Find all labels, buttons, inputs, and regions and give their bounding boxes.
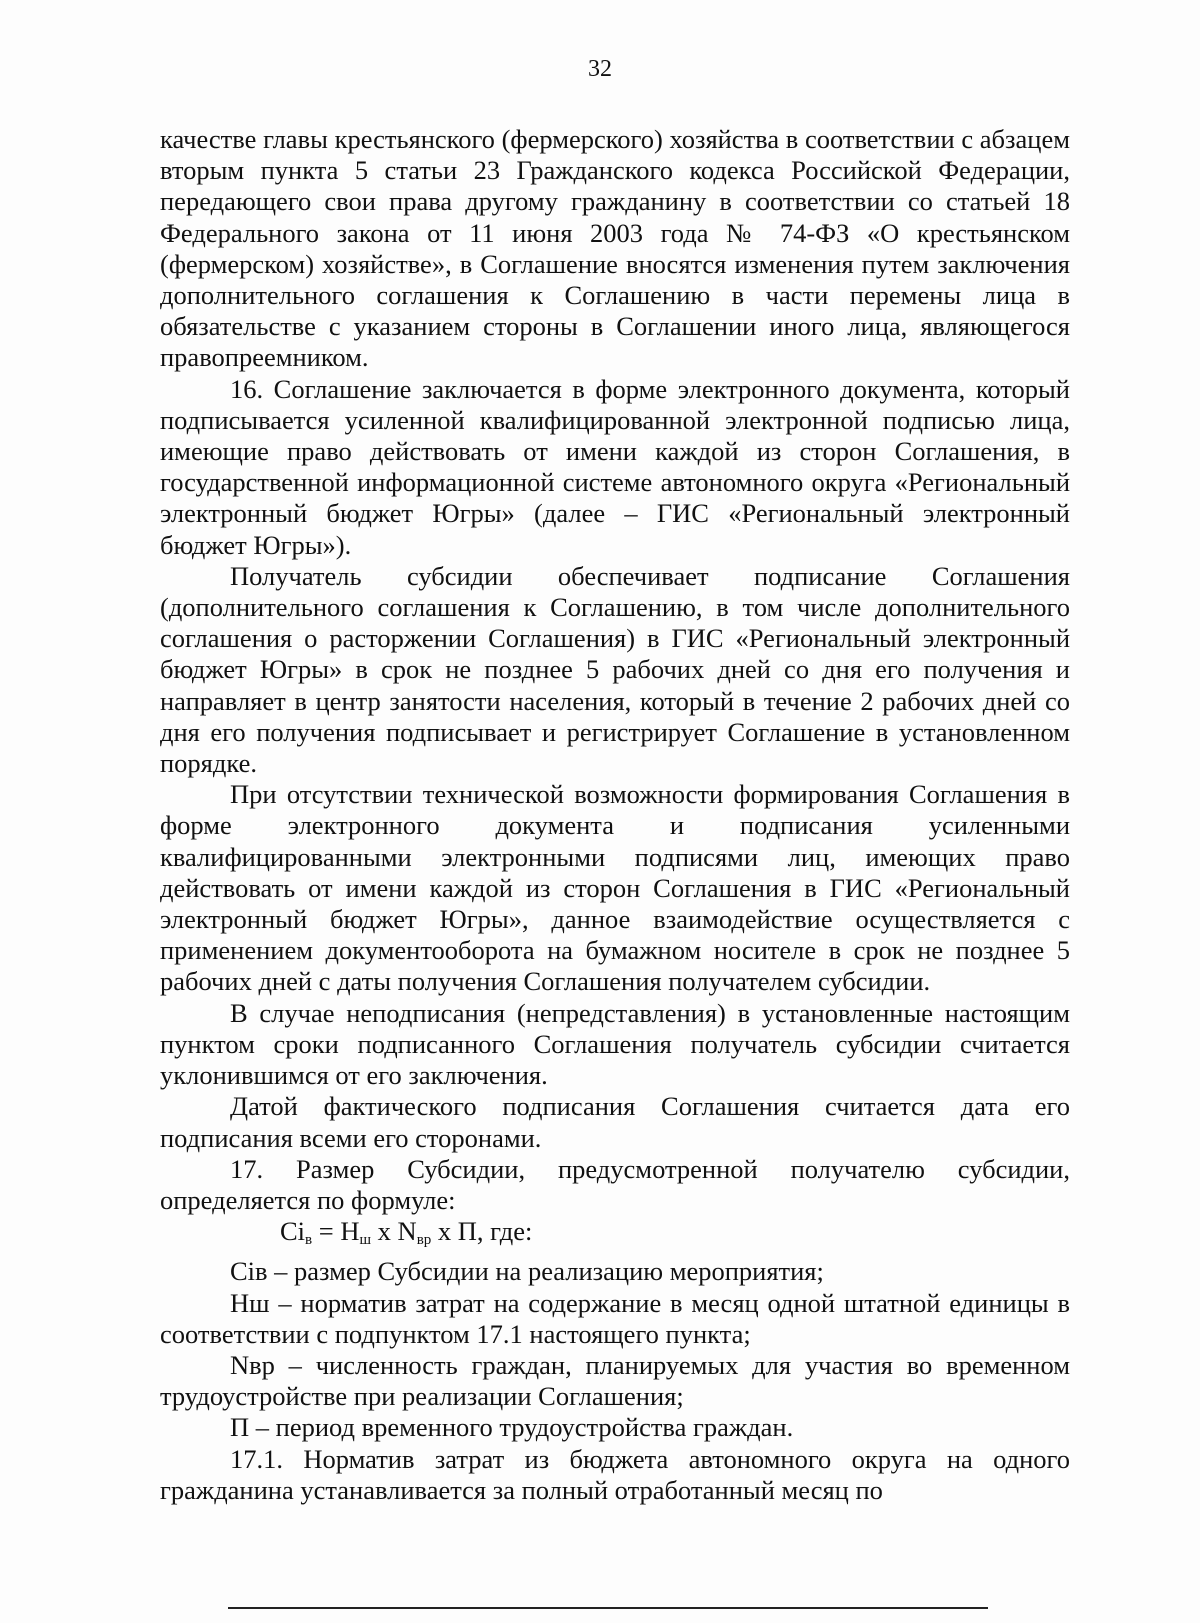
paragraph-continuation: качестве главы крестьянского (фермерского) хозяйства в соответствии с абзацем вторым пункта 5 статьи 23 Гражданского кодекса Российской Федерации, передающего свои права другому гражданину в соответствии со статьей 18 Федерального закона от 11 июня 2003 года № 74-ФЗ «О крестьянском (фермерском) хозяйстве», в Соглашение вносятся изменения путем заключения дополнительного соглашения к Соглашению в части перемены лица в обязательстве с указанием стороны в Соглашении иного лица, являющегося правопреемником. [160, 124, 1070, 373]
formula-p: П [457, 1216, 477, 1247]
definition-nvr: Nвр – численность граждан, планируемых для участия во временном трудоустройстве при реализации Соглашения; [160, 1349, 1070, 1412]
paragraph-item-16: 16. Соглашение заключается в форме электронного документа, который подписывается усиленной квалифицированной электронной подписью лица, имеющие право действовать от имени каждой из сторон Соглашения, в государственной информационной системе автономного округа «Региональный электронный бюджет Югры» (далее – ГИС «Региональный электронный бюджет Югры»). [160, 373, 1070, 560]
formula-n-sub: вр [416, 1232, 432, 1249]
definition-period: П – период временного трудоустройства граждан. [230, 1412, 794, 1443]
paragraph-paper-workflow: При отсутствии технической возможности формирования Соглашения в форме электронного документа и подписания усиленными квалифицированными электронными подписями лиц, имеющих право действовать от имени каждой из сторон Соглашения в ГИС «Региональный электронный бюджет Югры», данное взаимодействие осуществляется с применением документооборота на бумажном носителе в срок не позднее 5 рабочих дней с даты получения Соглашения получателем субсидии. [160, 779, 1070, 997]
formula-times-1: x [371, 1216, 398, 1247]
paragraph-recipient-signing: Получатель субсидии обеспечивает подписание Соглашения (дополнительного соглашения к Соглашению, в том числе дополнительного соглашения о расторжении Соглашения) в ГИС «Региональный электронный бюджет Югры» в срок не позднее 5 рабочих дней со дня его получения и направляет в центр занятости населения, который в течение 2 рабочих дней со дня его получения подписывает и регистрирует Соглашение в установленном порядке. [160, 560, 1070, 779]
page-number: 32 [588, 56, 612, 82]
bottom-rule [228, 1607, 988, 1609]
formula-eq: = [312, 1216, 341, 1247]
formula-h: Н [340, 1216, 360, 1247]
formula-lhs: Ci [280, 1216, 306, 1247]
definition-nsh: Нш – норматив затрат на содержание в месяц одной штатной единицы в соответствии с подпунктом 17.1 настоящего пункта; [160, 1287, 1070, 1349]
formula-tail: , где: [476, 1216, 533, 1247]
definition-civ: Ciв – размер Субсидии на реализацию мероприятия; [230, 1256, 824, 1287]
subsidy-formula [160, 1216, 1070, 1256]
paragraph-non-signing: В случае неподписания (непредставления) в установленные настоящим пунктом сроки подписанного Соглашения получатель субсидии считается уклонившимся от его заключения. [160, 997, 1070, 1091]
document-body [160, 124, 1070, 1506]
paragraph-signing-date: Датой фактического подписания Соглашения считается дата его подписания всеми его сторонами. [160, 1091, 1070, 1153]
paragraph-item-17: 17. Размер Субсидии, предусмотренной получателю субсидии, определяется по формуле: [160, 1153, 1070, 1215]
formula-lhs-sub: в [305, 1232, 313, 1249]
paragraph-item-17-1: 17.1. Норматив затрат из бюджета автономного округа на одного гражданина устанавливается за полный отработанный месяц по [160, 1443, 1070, 1505]
formula-times-2: x [431, 1216, 458, 1247]
formula-n: N [397, 1216, 417, 1247]
formula-h-sub: ш [359, 1232, 372, 1249]
